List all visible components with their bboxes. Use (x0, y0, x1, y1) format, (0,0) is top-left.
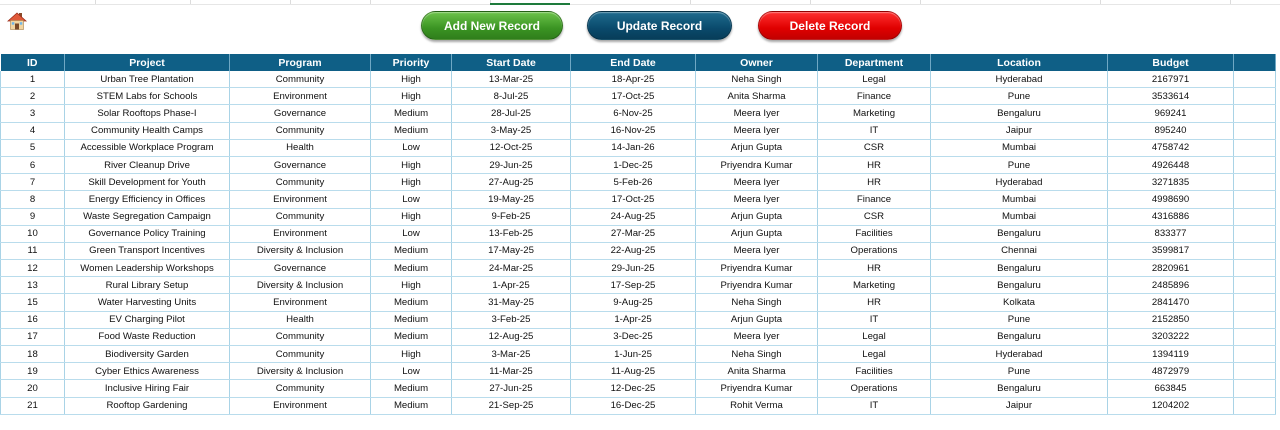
cell-owner[interactable]: Meera Iyer (696, 174, 818, 191)
cell-location[interactable]: Kolkata (931, 294, 1108, 311)
cell-program[interactable]: Community (230, 71, 371, 88)
cell-start-date[interactable]: 8-Jul-25 (452, 88, 571, 105)
cell-owner[interactable]: Meera Iyer (696, 191, 818, 208)
cell-id[interactable]: 4 (1, 122, 65, 139)
cell-empty[interactable] (1234, 191, 1276, 208)
table-row[interactable] (1, 174, 1276, 191)
cell-location[interactable]: Bengaluru (931, 260, 1108, 277)
cell-location[interactable]: Bengaluru (931, 380, 1108, 397)
table-row[interactable] (1, 294, 1276, 311)
cell-department[interactable]: IT (818, 397, 931, 414)
cell-start-date[interactable]: 12-Aug-25 (452, 328, 571, 345)
cell-project[interactable]: EV Charging Pilot (65, 311, 230, 328)
cell-program[interactable]: Environment (230, 88, 371, 105)
table-row[interactable] (1, 242, 1276, 259)
cell-department[interactable]: IT (818, 122, 931, 139)
cell-owner[interactable]: Priyendra Kumar (696, 380, 818, 397)
cell-start-date[interactable]: 3-Feb-25 (452, 311, 571, 328)
cell-id[interactable]: 1 (1, 71, 65, 88)
cell-location[interactable]: Mumbai (931, 139, 1108, 156)
cell-location[interactable]: Mumbai (931, 191, 1108, 208)
cell-owner[interactable]: Neha Singh (696, 71, 818, 88)
cell-project[interactable]: Biodiversity Garden (65, 346, 230, 363)
cell-id[interactable]: 15 (1, 294, 65, 311)
cell-project[interactable]: Urban Tree Plantation (65, 71, 230, 88)
cell-id[interactable]: 16 (1, 311, 65, 328)
cell-priority[interactable]: Medium (371, 328, 452, 345)
cell-budget[interactable]: 4758742 (1108, 139, 1234, 156)
cell-budget[interactable]: 2152850 (1108, 311, 1234, 328)
cell-project[interactable]: Community Health Camps (65, 122, 230, 139)
cell-priority[interactable]: Low (371, 191, 452, 208)
cell-start-date[interactable]: 27-Jun-25 (452, 380, 571, 397)
cell-owner[interactable]: Arjun Gupta (696, 225, 818, 242)
table-row[interactable] (1, 363, 1276, 380)
cell-budget[interactable]: 3203222 (1108, 328, 1234, 345)
cell-location[interactable]: Bengaluru (931, 277, 1108, 294)
cell-end-date[interactable]: 18-Apr-25 (571, 71, 696, 88)
column-header-department[interactable]: Department (818, 54, 931, 71)
cell-end-date[interactable]: 9-Aug-25 (571, 294, 696, 311)
cell-project[interactable]: Skill Development for Youth (65, 174, 230, 191)
cell-budget[interactable]: 2167971 (1108, 71, 1234, 88)
cell-location[interactable]: Hyderabad (931, 71, 1108, 88)
cell-start-date[interactable]: 1-Apr-25 (452, 277, 571, 294)
cell-priority[interactable]: Medium (371, 380, 452, 397)
cell-location[interactable]: Pune (931, 311, 1108, 328)
cell-priority[interactable]: Medium (371, 311, 452, 328)
cell-project[interactable]: Governance Policy Training (65, 225, 230, 242)
cell-empty[interactable] (1234, 105, 1276, 122)
cell-start-date[interactable]: 29-Jun-25 (452, 156, 571, 173)
cell-owner[interactable]: Arjun Gupta (696, 139, 818, 156)
cell-priority[interactable]: Medium (371, 294, 452, 311)
cell-owner[interactable]: Anita Sharma (696, 363, 818, 380)
cell-end-date[interactable]: 5-Feb-26 (571, 174, 696, 191)
cell-project[interactable]: River Cleanup Drive (65, 156, 230, 173)
cell-budget[interactable]: 969241 (1108, 105, 1234, 122)
table-row[interactable] (1, 208, 1276, 225)
cell-budget[interactable]: 3271835 (1108, 174, 1234, 191)
cell-id[interactable]: 2 (1, 88, 65, 105)
sheet-top-strip (0, 0, 1280, 5)
cell-location[interactable]: Pune (931, 156, 1108, 173)
cell-program[interactable]: Diversity & Inclusion (230, 242, 371, 259)
cell-project[interactable]: STEM Labs for Schools (65, 88, 230, 105)
cell-id[interactable]: 13 (1, 277, 65, 294)
cell-owner[interactable]: Anita Sharma (696, 88, 818, 105)
cell-budget[interactable]: 3533614 (1108, 88, 1234, 105)
table-row[interactable] (1, 328, 1276, 345)
cell-empty[interactable] (1234, 346, 1276, 363)
cell-location[interactable]: Chennai (931, 242, 1108, 259)
cell-id[interactable]: 12 (1, 260, 65, 277)
cell-program[interactable]: Governance (230, 156, 371, 173)
cell-start-date[interactable]: 27-Aug-25 (452, 174, 571, 191)
cell-project[interactable]: Accessible Workplace Program (65, 139, 230, 156)
cell-project[interactable]: Rural Library Setup (65, 277, 230, 294)
cell-program[interactable]: Environment (230, 397, 371, 414)
cell-owner[interactable]: Meera Iyer (696, 328, 818, 345)
table-row[interactable] (1, 88, 1276, 105)
cell-project[interactable]: Inclusive Hiring Fair (65, 380, 230, 397)
cell-owner[interactable]: Priyendra Kumar (696, 260, 818, 277)
cell-location[interactable]: Jaipur (931, 122, 1108, 139)
cell-owner[interactable]: Neha Singh (696, 346, 818, 363)
cell-program[interactable]: Community (230, 122, 371, 139)
add-new-record-button[interactable]: Add New Record (421, 11, 563, 40)
cell-end-date[interactable]: 24-Aug-25 (571, 208, 696, 225)
cell-start-date[interactable]: 3-Mar-25 (452, 346, 571, 363)
cell-location[interactable]: Jaipur (931, 397, 1108, 414)
cell-id[interactable]: 3 (1, 105, 65, 122)
cell-start-date[interactable]: 19-May-25 (452, 191, 571, 208)
table-row[interactable] (1, 122, 1276, 139)
cell-priority[interactable]: Medium (371, 242, 452, 259)
cell-department[interactable]: Facilities (818, 225, 931, 242)
cell-program[interactable]: Community (230, 174, 371, 191)
cell-id[interactable]: 19 (1, 363, 65, 380)
cell-id[interactable]: 21 (1, 397, 65, 414)
cell-budget[interactable]: 833377 (1108, 225, 1234, 242)
table-row[interactable] (1, 380, 1276, 397)
cell-empty[interactable] (1234, 311, 1276, 328)
cell-priority[interactable]: Medium (371, 122, 452, 139)
cell-start-date[interactable]: 17-May-25 (452, 242, 571, 259)
cell-budget[interactable]: 1204202 (1108, 397, 1234, 414)
column-header-program[interactable]: Program (230, 54, 371, 71)
cell-project[interactable]: Green Transport Incentives (65, 242, 230, 259)
column-header-owner[interactable]: Owner (696, 54, 818, 71)
cell-end-date[interactable]: 16-Dec-25 (571, 397, 696, 414)
cell-id[interactable]: 20 (1, 380, 65, 397)
cell-empty[interactable] (1234, 225, 1276, 242)
column-header-empty (1234, 54, 1276, 71)
cell-department[interactable]: Legal (818, 71, 931, 88)
cell-program[interactable]: Environment (230, 294, 371, 311)
cell-department[interactable]: CSR (818, 139, 931, 156)
cell-department[interactable]: HR (818, 174, 931, 191)
cell-empty[interactable] (1234, 363, 1276, 380)
cell-location[interactable]: Bengaluru (931, 105, 1108, 122)
cell-start-date[interactable]: 3-May-25 (452, 122, 571, 139)
cell-project[interactable]: Solar Rooftops Phase-I (65, 105, 230, 122)
cell-department[interactable]: HR (818, 260, 931, 277)
cell-department[interactable]: Marketing (818, 277, 931, 294)
cell-end-date[interactable]: 1-Dec-25 (571, 156, 696, 173)
cell-id[interactable]: 8 (1, 191, 65, 208)
cell-end-date[interactable]: 11-Aug-25 (571, 363, 696, 380)
cell-start-date[interactable]: 12-Oct-25 (452, 139, 571, 156)
cell-program[interactable]: Community (230, 208, 371, 225)
cell-end-date[interactable]: 29-Jun-25 (571, 260, 696, 277)
cell-project[interactable]: Food Waste Reduction (65, 328, 230, 345)
cell-location[interactable]: Pune (931, 363, 1108, 380)
cell-start-date[interactable]: 9-Feb-25 (452, 208, 571, 225)
cell-priority[interactable]: Low (371, 363, 452, 380)
cell-program[interactable]: Diversity & Inclusion (230, 277, 371, 294)
cell-budget[interactable]: 4316886 (1108, 208, 1234, 225)
cell-end-date[interactable]: 14-Jan-26 (571, 139, 696, 156)
cell-end-date[interactable]: 27-Mar-25 (571, 225, 696, 242)
cell-priority[interactable]: Low (371, 139, 452, 156)
cell-empty[interactable] (1234, 260, 1276, 277)
cell-owner[interactable]: Meera Iyer (696, 105, 818, 122)
cell-owner[interactable]: Meera Iyer (696, 242, 818, 259)
cell-id[interactable]: 11 (1, 242, 65, 259)
cell-priority[interactable]: High (371, 174, 452, 191)
cell-empty[interactable] (1234, 71, 1276, 88)
table-row[interactable] (1, 346, 1276, 363)
cell-program[interactable]: Community (230, 328, 371, 345)
cell-empty[interactable] (1234, 242, 1276, 259)
cell-project[interactable]: Waste Segregation Campaign (65, 208, 230, 225)
cell-end-date[interactable]: 22-Aug-25 (571, 242, 696, 259)
cell-end-date[interactable]: 6-Nov-25 (571, 105, 696, 122)
cell-budget[interactable]: 4998690 (1108, 191, 1234, 208)
column-header-project[interactable]: Project (65, 54, 230, 71)
table-row[interactable] (1, 277, 1276, 294)
table-row[interactable] (1, 397, 1276, 414)
column-header-start-date[interactable]: Start Date (452, 54, 571, 71)
column-header-location[interactable]: Location (931, 54, 1108, 71)
cell-budget[interactable]: 4926448 (1108, 156, 1234, 173)
table-row[interactable] (1, 225, 1276, 242)
cell-id[interactable]: 5 (1, 139, 65, 156)
cell-empty[interactable] (1234, 380, 1276, 397)
cell-department[interactable]: Legal (818, 346, 931, 363)
cell-start-date[interactable]: 31-May-25 (452, 294, 571, 311)
cell-location[interactable]: Hyderabad (931, 346, 1108, 363)
cell-empty[interactable] (1234, 294, 1276, 311)
cell-priority[interactable]: High (371, 88, 452, 105)
table-row[interactable] (1, 71, 1276, 88)
cell-priority[interactable]: High (371, 71, 452, 88)
cell-empty[interactable] (1234, 88, 1276, 105)
cell-location[interactable]: Hyderabad (931, 174, 1108, 191)
cell-priority[interactable]: Low (371, 225, 452, 242)
column-header-priority[interactable]: Priority (371, 54, 452, 71)
cell-id[interactable]: 10 (1, 225, 65, 242)
cell-location[interactable]: Bengaluru (931, 328, 1108, 345)
cell-program[interactable]: Environment (230, 225, 371, 242)
cell-id[interactable]: 7 (1, 174, 65, 191)
cell-budget[interactable]: 2820961 (1108, 260, 1234, 277)
cell-budget[interactable]: 2485896 (1108, 277, 1234, 294)
cell-project[interactable]: Cyber Ethics Awareness (65, 363, 230, 380)
cell-budget[interactable]: 2841470 (1108, 294, 1234, 311)
cell-start-date[interactable]: 21-Sep-25 (452, 397, 571, 414)
cell-start-date[interactable]: 11-Mar-25 (452, 363, 571, 380)
cell-end-date[interactable]: 12-Dec-25 (571, 380, 696, 397)
table-row[interactable] (1, 311, 1276, 328)
cell-start-date[interactable]: 13-Mar-25 (452, 71, 571, 88)
cell-priority[interactable]: Medium (371, 397, 452, 414)
cell-empty[interactable] (1234, 156, 1276, 173)
table-body (1, 71, 1276, 414)
cell-program[interactable]: Governance (230, 105, 371, 122)
cell-end-date[interactable]: 17-Oct-25 (571, 191, 696, 208)
cell-department[interactable]: Operations (818, 380, 931, 397)
cell-owner[interactable]: Rohit Verma (696, 397, 818, 414)
cell-empty[interactable] (1234, 122, 1276, 139)
cell-end-date[interactable]: 17-Oct-25 (571, 88, 696, 105)
cell-project[interactable]: Energy Efficiency in Offices (65, 191, 230, 208)
cell-program[interactable]: Community (230, 346, 371, 363)
cell-id[interactable]: 6 (1, 156, 65, 173)
cell-owner[interactable]: Meera Iyer (696, 122, 818, 139)
cell-empty[interactable] (1234, 139, 1276, 156)
cell-program[interactable]: Community (230, 380, 371, 397)
cell-owner[interactable]: Neha Singh (696, 294, 818, 311)
cell-department[interactable]: Legal (818, 328, 931, 345)
cell-priority[interactable]: High (371, 156, 452, 173)
column-header-id[interactable]: ID (1, 54, 65, 71)
cell-owner[interactable]: Priyendra Kumar (696, 277, 818, 294)
column-header-end-date[interactable]: End Date (571, 54, 696, 71)
cell-program[interactable]: Health (230, 139, 371, 156)
cell-program[interactable]: Health (230, 311, 371, 328)
cell-end-date[interactable]: 1-Jun-25 (571, 346, 696, 363)
update-record-button[interactable]: Update Record (587, 11, 732, 40)
cell-budget[interactable]: 3599817 (1108, 242, 1234, 259)
cell-empty[interactable] (1234, 208, 1276, 225)
cell-end-date[interactable]: 1-Apr-25 (571, 311, 696, 328)
cell-id[interactable]: 18 (1, 346, 65, 363)
cell-owner[interactable]: Priyendra Kumar (696, 156, 818, 173)
cell-department[interactable]: HR (818, 294, 931, 311)
cell-empty[interactable] (1234, 328, 1276, 345)
cell-department[interactable]: Finance (818, 88, 931, 105)
cell-department[interactable]: Facilities (818, 363, 931, 380)
cell-empty[interactable] (1234, 174, 1276, 191)
cell-budget[interactable]: 663845 (1108, 380, 1234, 397)
cell-budget[interactable]: 4872979 (1108, 363, 1234, 380)
cell-id[interactable]: 9 (1, 208, 65, 225)
cell-department[interactable]: IT (818, 311, 931, 328)
cell-id[interactable]: 17 (1, 328, 65, 345)
cell-department[interactable]: Operations (818, 242, 931, 259)
table-row[interactable] (1, 156, 1276, 173)
cell-start-date[interactable]: 28-Jul-25 (452, 105, 571, 122)
table-row[interactable] (1, 191, 1276, 208)
cell-end-date[interactable]: 16-Nov-25 (571, 122, 696, 139)
cell-project[interactable]: Rooftop Gardening (65, 397, 230, 414)
cell-owner[interactable]: Arjun Gupta (696, 208, 818, 225)
table-row[interactable] (1, 105, 1276, 122)
cell-start-date[interactable]: 24-Mar-25 (452, 260, 571, 277)
cell-program[interactable]: Environment (230, 191, 371, 208)
cell-priority[interactable]: Medium (371, 260, 452, 277)
cell-empty[interactable] (1234, 397, 1276, 414)
cell-budget[interactable]: 1394119 (1108, 346, 1234, 363)
cell-priority[interactable]: High (371, 346, 452, 363)
column-header-budget[interactable]: Budget (1108, 54, 1234, 71)
home-icon[interactable] (6, 10, 28, 32)
table-row[interactable] (1, 260, 1276, 277)
cell-location[interactable]: Bengaluru (931, 225, 1108, 242)
cell-budget[interactable]: 895240 (1108, 122, 1234, 139)
cell-start-date[interactable]: 13-Feb-25 (452, 225, 571, 242)
cell-project[interactable]: Water Harvesting Units (65, 294, 230, 311)
table-row[interactable] (1, 139, 1276, 156)
cell-department[interactable]: Finance (818, 191, 931, 208)
cell-priority[interactable]: High (371, 208, 452, 225)
table-header-row (1, 54, 1276, 71)
cell-priority[interactable]: High (371, 277, 452, 294)
cell-department[interactable]: HR (818, 156, 931, 173)
cell-project[interactable]: Women Leadership Workshops (65, 260, 230, 277)
cell-end-date[interactable]: 17-Sep-25 (571, 277, 696, 294)
delete-record-button[interactable]: Delete Record (758, 11, 902, 40)
cell-end-date[interactable]: 3-Dec-25 (571, 328, 696, 345)
cell-location[interactable]: Mumbai (931, 208, 1108, 225)
cell-location[interactable]: Pune (931, 88, 1108, 105)
cell-department[interactable]: Marketing (818, 105, 931, 122)
cell-empty[interactable] (1234, 277, 1276, 294)
cell-program[interactable]: Governance (230, 260, 371, 277)
cell-owner[interactable]: Arjun Gupta (696, 311, 818, 328)
records-table-container (0, 54, 1280, 415)
cell-priority[interactable]: Medium (371, 105, 452, 122)
cell-department[interactable]: CSR (818, 208, 931, 225)
cell-program[interactable]: Diversity & Inclusion (230, 363, 371, 380)
records-table (0, 54, 1276, 415)
